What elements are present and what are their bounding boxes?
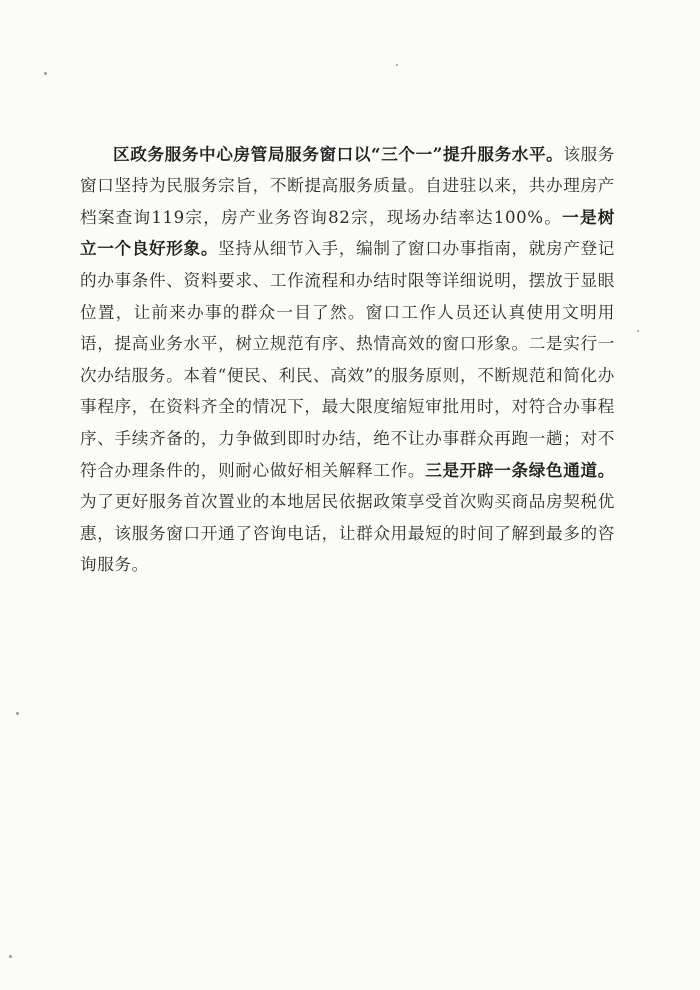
document-title: 区政务服务中心房管局服务窗口以“三个一”提升服务水平。 <box>113 143 564 164</box>
scan-speck <box>44 72 47 75</box>
document-body <box>80 139 615 581</box>
point-1-body: 坚持从细节入手，编制了窗口办事指南，就房产登记的办事条件、资料要求、工作流程和办结时限等详细说明，摆放于显眼位置，让前来办事的群众一目了然。窗口工作人员还认真使用文明用语，提高业务水平，树立规范有序、热情高效的窗口形象。 <box>80 239 615 354</box>
point-1-heading: 一是树立一个良好形象。 <box>80 206 615 259</box>
point-2-body: 本着“便民、利民、高效”的服务原则，不断规范和简化办事程序，在资料齐全的情况下，最大限度缩短审批用时，对符合办事程序、手续齐备的，力争做到即时办结，绝不让办事群众再跑一趟；对不符合办理条件的，则耐心做好相关解释工作。 <box>80 365 615 480</box>
scan-speck <box>637 330 639 332</box>
scan-speck <box>396 64 398 66</box>
intro-paragraph: 该服务窗口坚持为民服务宗旨，不断提高服务质量。自进驻以来，共办理房产档案查询119宗，房产业务咨询82宗，现场办结率达100%。 <box>80 144 615 227</box>
scan-speck <box>9 955 12 958</box>
point-3-heading: 三是开辟一条绿色通道。 <box>425 459 615 480</box>
point-2-heading: 二是实行一次办结服务。 <box>80 334 615 385</box>
scan-speck <box>16 712 19 715</box>
point-3-body: 为了更好服务首次置业的本地居民依据政策享受首次购买商品房契税优惠，该服务窗口开通了咨询电话，让群众用最短的时间了解到最多的咨询服务。 <box>80 492 615 575</box>
